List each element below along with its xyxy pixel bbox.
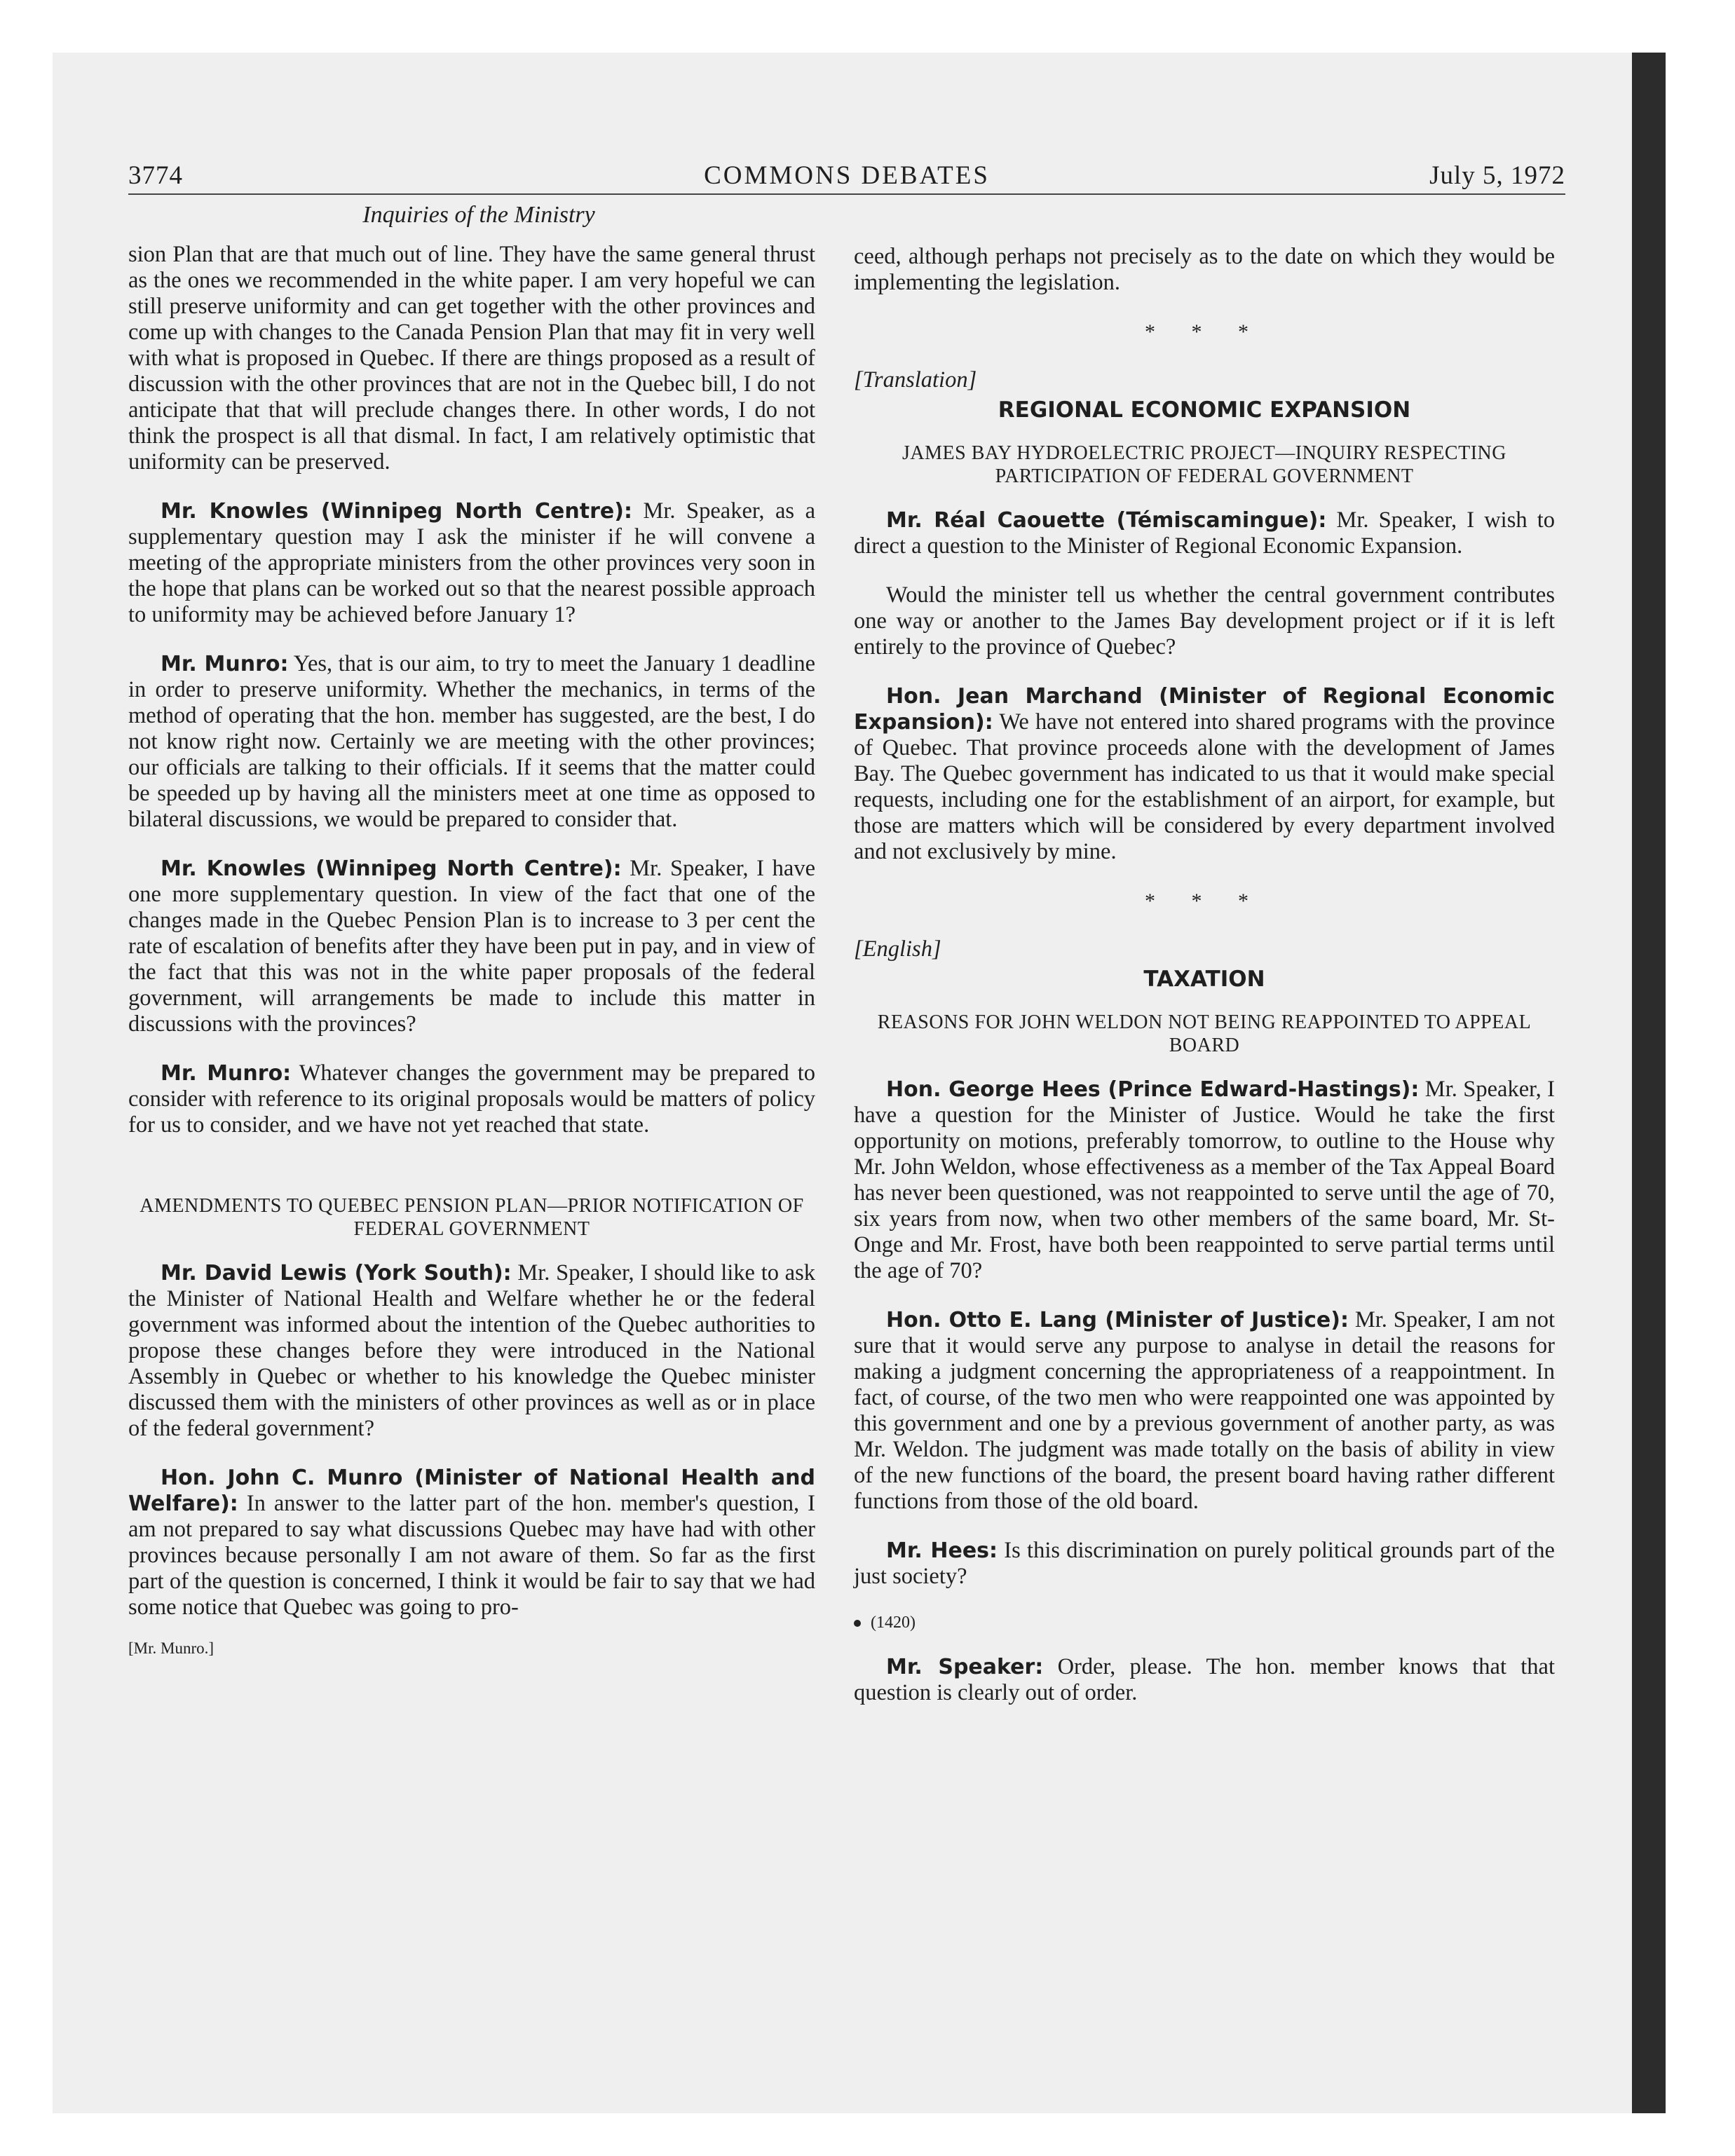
speaker-name: Hon. Jean Marchand (Minister of Regional Economic Expansion):	[854, 684, 1555, 735]
issue-date: July 5, 1972	[1429, 161, 1565, 190]
speaker-name: Mr. Munro:	[161, 652, 289, 676]
section-title-regional: REGIONAL ECONOMIC EXPANSION	[998, 397, 1411, 423]
speech-text: Mr. Speaker, I wish to direct a question to the Minister of Regional Economic Expansion.	[854, 507, 1555, 559]
speaker-name: Mr. Hees:	[886, 1538, 998, 1563]
continued-paragraph: sion Plan that are that much out of line. They have the same general thrust as the ones we recommended in the white paper. I am very hopeful we can still preserve uniformity and can get together with the other provinces and come up with changes to the Canada Pension Plan that may fit in very well with what is proposed in Quebec. If there are things proposed as a result of discussion with the other provinces that are not in the Quebec bill, I do not anticipate that that will preclude changes there. In other words, I do not think the prospect is all that dismal. In fact, I am relatively optimistic that uniformity can be preserved.	[128, 242, 815, 475]
speaker-name: Mr. Knowles (Winnipeg North Centre):	[161, 857, 622, 881]
speech-munro-3	[128, 1465, 815, 1621]
speech-text: Mr. Speaker, I am not sure that it would serve any purpose to analyse in detail the reasons for making a judgment concerning the appropriateness of a reappointment. In fact, of course, of the two men who were reappointed one was appointed by this government and one by a previous government of another party, as was Mr. Weldon. The judgment was made totally on the basis of ability in view of the new functions of the board, the present board having rather different functions from those of the old board.	[854, 1307, 1555, 1514]
speaker-name: Mr. David Lewis (York South):	[161, 1261, 512, 1285]
timestamp	[854, 1610, 1555, 1636]
speech-text: Mr. Speaker, as a supplementary question may I ask the minister if he will convene a meeting of the appropriate ministers from the other provinces very soon in the hope that plans can be worked out so that the nearest possible approach to uniformity may be achieved before January 1?	[128, 498, 816, 627]
speech-text: We have not entered into shared programs with the province of Quebec. That province proceeds alone with the development of James Bay. The Quebec government has indicated to us that it would make special requests, including one for the establishment of an airport, for example, but those are matters which will be considered by every department involved and not exclusively by mine.	[854, 709, 1555, 864]
subject-heading-pension: AMENDMENTS TO QUEBEC PENSION PLAN—PRIOR NOTIFICATION OF FEDERAL GOVERNMENT	[140, 1195, 804, 1240]
publication-title: COMMONS DEBATES	[704, 161, 990, 190]
language-note: [Translation]	[854, 367, 977, 393]
speech-hees-1	[854, 1077, 1555, 1284]
speech-text: In answer to the latter part of the hon. member's question, I am not prepared to say what discussions Quebec may have had with other provinces because personally I am not aware of them. So far as the first part of the question is concerned, I think it would be fair to say that we had some notice that Quebec was going to pro-	[128, 1491, 815, 1620]
speaker-name: Mr. Munro:	[161, 1061, 292, 1086]
speech-text: Mr. Speaker, I have one more supplementary question. In view of the fact that one of the changes made in the Quebec Pension Plan is to increase to 3 per cent the rate of escalation of benefits after they have been put in pay, and in view of the fact that this was not in the white paper proposals of the federal government, will arrangements be made to include this matter in discussions with the provinces?	[128, 856, 815, 1037]
speech-text: Order, please. The hon. member knows that that question is clearly out of order.	[854, 1654, 1555, 1705]
section-separator: * * *	[1145, 889, 1264, 913]
speech-knowles-1	[128, 498, 815, 628]
continued-paragraph: ceed, although perhaps not precisely as to the date on which they would be implementing the legislation.	[854, 244, 1555, 295]
speech-caouette-cont: Would the minister tell us whether the central government contributes one way or another to the James Bay development project or if it is left entirely to the province of Quebec?	[854, 582, 1555, 660]
language-note: [English]	[854, 936, 941, 962]
section-title-taxation: TAXATION	[1143, 967, 1265, 992]
speaker-name: Hon. John C. Munro (Minister of National Health and Welfare):	[128, 1466, 815, 1516]
scan-edge-shadow	[1632, 53, 1666, 2113]
speech-munro-2	[128, 1060, 815, 1138]
speech-text: Mr. Speaker, I should like to ask the Minister of National Health and Welfare whether he or the federal government was informed about the intention of the Quebec authorities to propose these changes before they were introduced in the National Assembly in Quebec or whether to his knowledge the Quebec minister discussed them with the ministers of other provinces as well as or in place of the federal government?	[128, 1260, 815, 1441]
speech-text: Whatever changes the government may be prepared to consider with reference to its original proposals would be matters of policy for us to consider, and we have not yet reached that state.	[128, 1060, 816, 1138]
speaker-name: Hon. George Hees (Prince Edward-Hastings):	[886, 1077, 1420, 1102]
subject-heading-weldon: REASONS FOR JOHN WELDON NOT BEING REAPPOINTED TO APPEAL BOARD	[877, 1011, 1532, 1056]
timestamp-text: (1420)	[871, 1613, 916, 1632]
speech-text: Is this discrimination on purely political grounds part of the just society?	[854, 1538, 1555, 1589]
section-running-head: Inquiries of the Ministry	[362, 202, 595, 228]
speech-caouette	[854, 507, 1555, 559]
speech-lewis	[128, 1260, 815, 1442]
speech-text: Mr. Speaker, I have a question for the Minister of Justice. Would he take the first opportunity on motions, preferably tomorrow, to outline to the House why Mr. John Weldon, whose effectiveness as a member of the Tax Appeal Board has never been questioned, was not reappointed to serve until the age of 70, six years from now, when two other members of the same board, Mr. St-Onge and Mr. Frost, have both been reappointed to serve partial terms until the age of 70?	[854, 1077, 1555, 1283]
subject-heading-james-bay: JAMES BAY HYDROELECTRIC PROJECT—INQUIRY RESPECTING PARTICIPATION OF FEDERAL GOVERNMENT	[902, 442, 1506, 487]
speech-lang	[854, 1307, 1555, 1515]
speech-hees-2	[854, 1538, 1555, 1590]
speaker-name: Hon. Otto E. Lang (Minister of Justice):	[886, 1308, 1349, 1332]
speaker-name: Mr. Speaker:	[886, 1655, 1044, 1679]
right-column	[854, 244, 1555, 1729]
speech-munro-1	[128, 651, 815, 833]
speech-marchand	[854, 683, 1555, 865]
page-number: 3774	[128, 161, 183, 190]
left-column	[128, 242, 815, 1661]
footer-speaker-tag: [Mr. Munro.]	[128, 1639, 215, 1657]
section-separator: * * *	[1145, 320, 1264, 343]
speaker-name: Mr. Réal Caouette (Témiscamingue):	[886, 508, 1327, 533]
speaker-name: Mr. Knowles (Winnipeg North Centre):	[161, 499, 632, 524]
speech-speaker	[854, 1654, 1555, 1706]
speech-text: Yes, that is our aim, to try to meet the January 1 deadline in order to preserve uniformity. Whether the mechanics, in terms of the method of operating that the hon. member has suggested, are the best, I do not know right now. Certainly we are meeting with the other provinces; our officials are talking to their officials. If it seems that the matter could be speeded up by having all the ministers meet at one time as opposed to bilateral discussions, we would be prepared to consider that.	[128, 651, 816, 832]
speech-knowles-2	[128, 856, 815, 1037]
bullet-icon	[854, 1620, 861, 1627]
page-header	[128, 154, 1565, 195]
